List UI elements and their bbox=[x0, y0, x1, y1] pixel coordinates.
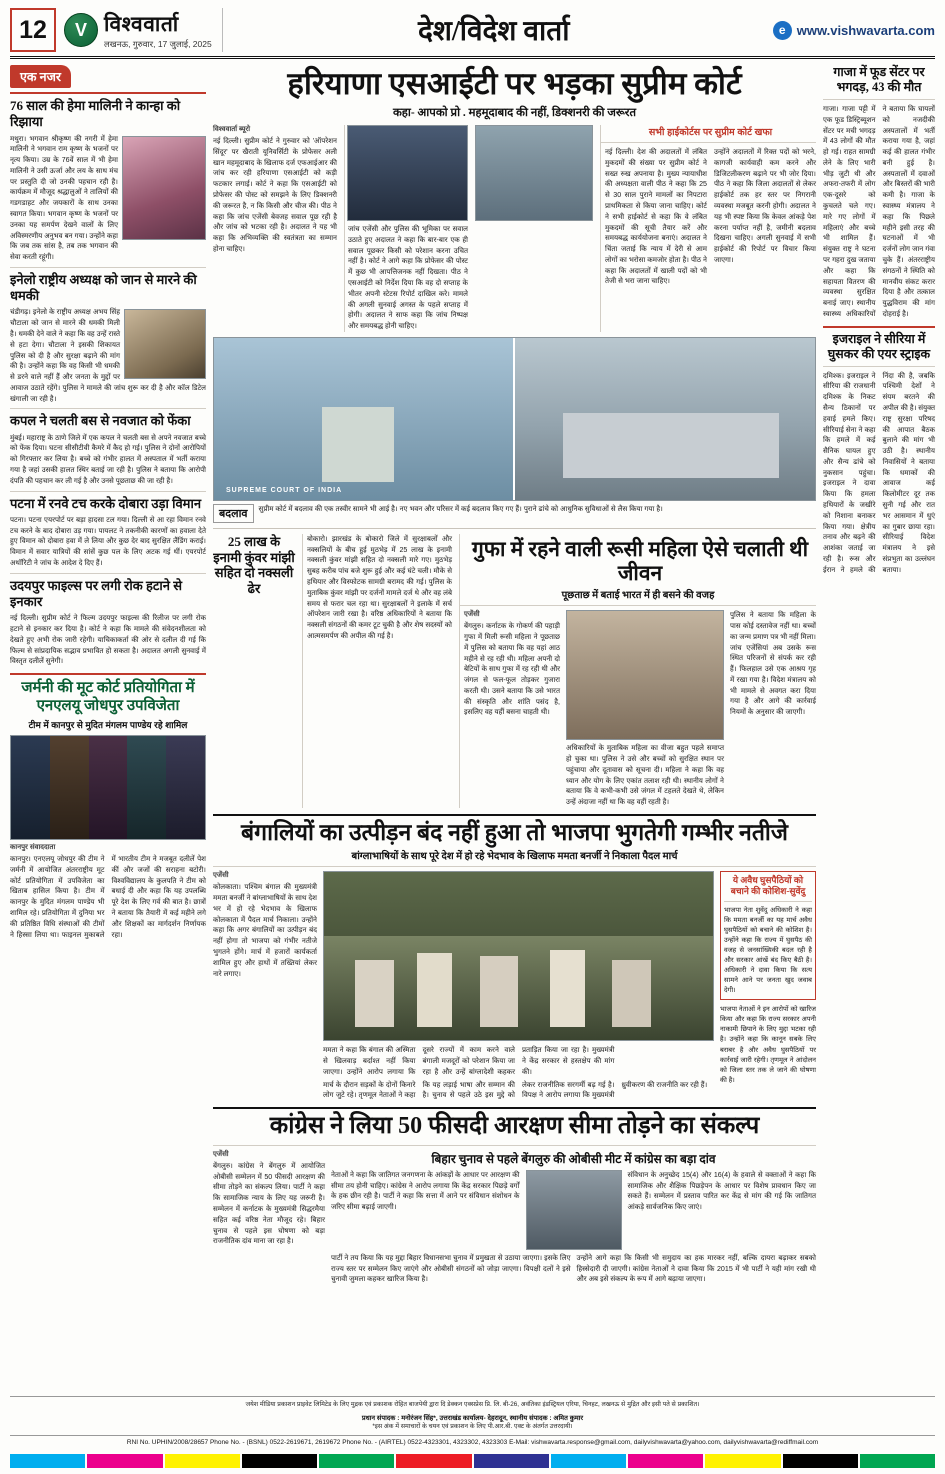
brief-title: इनेलो राष्ट्रीय अध्यक्ष को जान से मारने की धमकी bbox=[10, 271, 197, 304]
news-brief bbox=[10, 496, 206, 569]
sidebox-text: भाजपा नेता शुवेंदु अधिकारी ने कहा कि ममता बनर्जी का यह मार्च अवैध घुसपैठियों को बचाने की कोशिश है। उन्होंने कहा कि राज्य में घुसपैठ की वजह से जनसांख्यिकी बदल रही है और सरकार आंखें बंद किए बैठी है। अधिकारी ने दावा किया कि सत्य सामने आने पर जनता खुद जवाब देगी। bbox=[724, 906, 812, 995]
brief-text: नई दिल्ली। सुप्रीम कोर्ट ने फिल्म उदयपुर फाइल्स की रिलीज पर लगी रोक हटाने से इनकार कर दिया है। कोर्ट ने कहा कि मामले की संवेदनशीलता को देखते हुए अभी रोक जारी रहेगी। याचिकाकर्ता की ओर से दलील दी गई कि फिल्म से सांप्रदायिक सद्भाव प्रभावित हो सकता है। अदालत अगली सुनवाई में विस्तृत दलीलें सुनेगी। bbox=[10, 614, 206, 666]
left-rail bbox=[10, 65, 206, 1395]
lead-col3-text: नई दिल्ली। देश की अदालतों में लंबित मुकदमों की संख्या पर सुप्रीम कोर्ट ने सख्त रुख अपनाया है। मुख्य न्यायाधीश की अध्यक्षता वाली पीठ ने कहा कि 25 से 30 साल पुराने मामलों का निपटारा प्राथमिकता से किया जाना चाहिए। कोर्ट ने सभी हाईकोर्ट से कहा कि वे लंबित मुकदमों की सूची तैयार करें और समयबद्ध कार्ययोजना बनाएं। अदालत ने चिंता जताई कि न्याय में देरी से आम लोगों का भरोसा कमजोर होता है। पीठ ने कहा कि अदालतों में खाली पदों को भी तेजी से भरा जाना चाहिए। bbox=[605, 148, 707, 286]
bengal-story bbox=[213, 820, 816, 1101]
news-brief bbox=[10, 578, 206, 667]
brief-text: मथुरा। भगवान श्रीकृष्ण की नगरी में हेमा मालिनी ने भगवान राम कृष्ण के भजनों पर नृत्य किया। उम्र के 76वें साल में भी हेमा मालिनी ने उसी ऊर्जा और लय के साथ मंच पर प्रस्तुति दी जो उनकी पहचान रही है। कार्यक्रम में मौजूद श्रद्धालुओं ने तालियों की गडगडाहट और जयकारों के साथ उनका स्वागत किया। भगवान कृष्ण के भजनों पर उनका यह समर्पण देखने वालों के लिए अविस्मरणीय अनुभव बन गया। उन्होंने कहा कि जब तक सांस है, तब तक भगवान की सेवा करती रहूंगी। bbox=[10, 134, 118, 262]
congress-col5: उन्होंने आगे कहा कि किसी भी समुदाय का हक मारकर नहीं, बल्कि दायरा बढ़ाकर सबको हिस्सेदारी दी जाएगी। कांग्रेस नेताओं ने दावा किया कि 2015 में भी पार्टी ने यही मांग रखी थी और अब इसे संकल्प के रूप में आगे बढ़ाया जाएगा। bbox=[576, 1253, 816, 1284]
russian-byline: एजेंसी bbox=[464, 611, 480, 619]
brief-title: 76 साल की हेमा मालिनी ने कान्हा को रिझाया bbox=[10, 98, 181, 130]
registration-line: RNI No. UPHIN/2008/28657 Phone No. - (BSNL) 0522-2619671, 2619672 Phone No. - (AIRTEL) 0522-4323301, 4323302, 4323303 E-Mail: vishwavarta.response@gmail.com, dailyvishwavarta@yahoo.com, dailyvishwavarta@rediffmail.com bbox=[10, 1435, 935, 1446]
bengal-headline: बंगालियों का उत्पीड़न बंद नहीं हुआ तो भाजपा भुगतेगी गम्भीर नतीजे bbox=[241, 819, 788, 845]
lead-col2: जांच एजेंसी और पुलिस की भूमिका पर सवाल उठाते हुए अदालत ने कहा कि बार-बार एक ही सवाल पूछकर किसी को परेशान करना उचित नहीं है। कोर्ट ने आगे कहा कि प्रोफेसर की पोस्ट में कुछ भी आपत्तिजनक नहीं दिखता। पीठ ने एसआईटी को निर्देश दिया कि वह दो सप्ताह के भीतर अपनी स्टेटस रिपोर्ट दाखिल करे। मामले की अगली सुनवाई अगस्त के पहले सप्ताह में होगी। अदालत ने साफ कहा कि जांच निष्पक्ष और समयबद्ध होनी चाहिए। bbox=[348, 225, 468, 331]
photo-moot-team bbox=[10, 735, 206, 840]
moot-byline: कानपुर संवाददाता bbox=[10, 844, 56, 852]
section-title: देश/विदेश वार्ता bbox=[418, 16, 570, 47]
israel-headline: इजराइल ने सीरिया में घुसकर की एयर स्ट्राइक bbox=[827, 331, 931, 361]
imprint-line1: जयेश मीडिया प्रकाशन प्राइवेट लिमिटेड के लिए मुद्रक एवं प्रकाशक रोहित बाजपेयी द्वारा दि डेक्कन एक्सप्रेस प्रि. लि. बी-26, अवंतिका इंडस्ट्रियल एरिया, चिनहट, लखनऊ से मुद्रित और इसी पते से प्रकाशित। bbox=[245, 1401, 700, 1409]
sidebox-title: ये अवैध घुसपैठियों को बचाने की कोशिश-सुवेंदु bbox=[730, 875, 806, 897]
congress-subhead: बिहार चुनाव से पहले बेंगलुरु की ओबीसी मीट में कांग्रेस का बड़ा दांव bbox=[431, 1151, 716, 1166]
lead-col1: नई दिल्ली। सुप्रीम कोर्ट ने गुरुवार को 'ऑपरेशन सिंदूर' पर खैराती यूनिवर्सिटी के प्रोफेसर अली खान महमूदाबाद के खिलाफ दर्ज एफआईआर की जांच कर रही हरियाणा एसआईटी को कड़ी फटकार लगाई। कोर्ट ने कहा कि एसआईटी को प्रोफेसर की पोस्ट को समझने के लिए डिक्शनरी की जरूरत है, न कि किसी और चीज की। पीठ ने कहा कि जांच एजेंसी बेवजह सवाल पूछ रही है और जांच को भटका रही है। अदालत ने यह भी कहा कि अभिव्यक्ति की स्वतंत्रता का सम्मान होना चाहिए। bbox=[213, 137, 337, 253]
brief-text: पटना। पटना एयरपोर्ट पर बड़ा हादसा टल गया। दिल्ली से आ रहा विमान रनवे टच करने के बाद दोबारा उड़ गया। पायलट ने तकनीकी कारणों का हवाला देते हुए विमान को दोबारा हवा में ले लिया और कुछ देर बाद सुरक्षित लैंडिंग कराई। विमान में सवार यात्रियों की सांसें कुछ पल के लिए अटक गई थीं। एयरपोर्ट अथॉरिटी ने जांच के आदेश दे दिए हैं। bbox=[10, 515, 206, 567]
moot-subhead: टीम में कानपुर से मुदित मंगलम पाण्डेय रहे शामिल bbox=[28, 720, 188, 731]
russian-col1: बेंगलुरु। कर्नाटक के गोकर्ण की पहाड़ी गुफा में मिली रूसी महिला ने पूछताछ में पुलिस को बताया कि वह यहां आठ महीने से रह रही थी। महिला अपनी दो बेटियों के साथ गुफा में रह रही थी और जंगल से फल-फूल तोड़कर गुजारा करती थी। उसने बताया कि उसे भारत की संस्कृति और शांति पसंद है, इसलिए वह यहीं बसना चाहती थी। bbox=[464, 622, 560, 717]
page-number: 12 bbox=[10, 8, 56, 52]
congress-col4: पार्टी ने तय किया कि यह मुद्दा बिहार विधानसभा चुनाव में प्रमुखता से उठाया जाएगा। इसके लिए राज्य स्तर पर सम्मेलन किए जाएंगे और ओबीसी संगठनों को जोड़ा जाएगा। विपक्षी दलों ने इसे चुनावी जुमला कहकर खारिज किया है। bbox=[331, 1253, 571, 1284]
lead-col4-text: उन्होंने अदालतों में रिक्त पदों को भरने, कागजी कार्यवाही कम करने और डिजिटलीकरण बढ़ाने पर भी जोर दिया। पीठ ने कहा कि जिला अदालतों से लेकर हाईकोर्ट तक हर स्तर पर निगरानी व्यवस्था मजबूत करनी होगी। अदालत ने यह भी स्पष्ट किया कि केवल आंकड़े पेश करना पर्याप्त नहीं है, जमीनी बदलाव दिखना चाहिए। अगली सुनवाई में सभी हाईकोर्ट की रिपोर्ट पर विचार किया जाएगा। bbox=[714, 148, 816, 264]
israel-text: दमिश्क। इजराइल ने सीरिया की राजधानी दमिश्क के निकट सैन्य ठिकानों पर हवाई हमले किए। सीरियाई सेना ने कहा कि हमले में कई सैनिक घायल हुए और सैन्य ढांचे को नुकसान पहुंचा। इजराइल ने दावा किया कि हमला हथियारों के जखीरे को निशाना बनाकर किया गया। क्षेत्रीय तनाव और बढ़ने की आशंका जताई जा रही है। रूस और ईरान ने हमले की निंदा की है, जबकि पश्चिमी देशों ने संयम बरतने की अपील की है। संयुक्त राष्ट्र सुरक्षा परिषद की आपात बैठक बुलाने की मांग भी उठी है। स्थानीय निवासियों ने बताया कि धमाकों की आवाज कई किलोमीटर दूर तक सुनी गई और रात भर आसमान में धुएं का गुबार छाया रहा। सीरियाई विदेश मंत्रालय ने इसे संप्रभुता का उल्लंघन बताया। bbox=[823, 371, 936, 574]
bengal-col1: कोलकाता। पश्चिम बंगाल की मुख्यमंत्री ममता बनर्जी ने बांग्लाभाषियों के साथ देश भर में हो रहे भेदभाव के खिलाफ कोलकाता में पैदल मार्च निकाला। उन्होंने कहा कि अगर बंगालियों का उत्पीड़न बंद नहीं होगा तो भाजपा को गंभीर नतीजे भुगतने होंगे। मार्च में हजारों कार्यकर्ता शामिल हुए और हाथों में तख्तियां लेकर नारे लगाए। bbox=[213, 883, 317, 978]
publication-logo bbox=[64, 8, 223, 52]
photo-professor bbox=[347, 125, 468, 221]
brief-text: चंडीगढ़। इनेलो के राष्ट्रीय अध्यक्ष अभय सिंह चौटाला को जान से मारने की धमकी मिली है। धमकी देने वाले ने कहा कि वह उन्हें रास्ते से हटा देगा। चौटाला ने इसकी शिकायत पुलिस को दी है और सुरक्षा बढ़ाने की मांग की है। उन्होंने कहा कि वह किसी भी धमकी से डरने वाले नहीं हैं और जनता के मुद्दों पर आवाज उठाते रहेंगे। पुलिस ने मामले की जांच शुरू कर दी है और कॉल डिटेल खंगाली जा रही है। bbox=[10, 308, 206, 403]
israel-story bbox=[823, 332, 935, 576]
photo-supreme-court-building: SUPREME COURT OF INDIA bbox=[213, 337, 816, 501]
naxal-text: बोकारो। झारखंड के बोकारो जिले में सुरक्षाबलों और नक्सलियों के बीच हुई मुठभेड़ में 25 लाख के इनामी नक्सली कुंवर मांझी सहित दो नक्सली मारे गए। मुठभेड़ सुबह करीब पांच बजे शुरू हुई और कई घंटे चली। मौके से हथियार और विस्फोटक सामग्री बरामद की गई। पुलिस के मुताबिक कुंवर मांझी पर दर्जनों मामले दर्ज थे और वह लंबे समय से फरार चल रहा था। सुरक्षाबलों ने इलाके में सर्च ऑपरेशन जारी रखा है। वरिष्ठ अधिकारियों ने बताया कि नक्सली संगठनों की कमर टूट चुकी है और शेष सदस्यों को आत्मसमर्पण की अपील की गई है। bbox=[307, 534, 452, 640]
photo-inld-chief bbox=[124, 309, 206, 379]
logo-emblem-icon bbox=[64, 13, 98, 47]
right-rail bbox=[823, 65, 935, 1395]
lead-story bbox=[213, 67, 816, 523]
website-url: www.vishwavarta.com bbox=[796, 22, 935, 38]
congress-headline: कांग्रेस ने लिया 50 फीसदी आरक्षण सीमा तोड़ने का संकल्प bbox=[269, 1113, 760, 1140]
lead-kicker: कहा- आपको प्रो . महमूदाबाद की नहीं, डिक्शनरी की जरूरत bbox=[392, 107, 637, 120]
bengal-sidebox bbox=[720, 871, 816, 1000]
news-brief bbox=[10, 413, 206, 486]
photo-supreme-court-dome bbox=[475, 125, 593, 221]
website-badge[interactable] bbox=[765, 8, 935, 52]
russian-col3: पुलिस ने बताया कि महिला के पास कोई दस्तावेज नहीं था। बच्चों का जन्म प्रमाण पत्र भी नहीं मिला। जांच एजेंसियां अब उसके रूस स्थित परिजनों से संपर्क कर रही हैं। फिलहाल उसे एक आश्रय गृह में रखा गया है। विदेश मंत्रालय को भी मामले से अवगत करा दिया गया है और आगे की कार्रवाई नियमों के अनुसार की जाएगी। bbox=[730, 611, 816, 717]
lead-photo-caption: सुप्रीम कोर्ट में बदलाव की एक तस्वीर सामने भी आई है। नए भवन और परिसर में कई बदलाव किए गए हैं। पुराने ढांचे को आधुनिक सुविधाओं से लैस किया गया है। bbox=[258, 504, 663, 513]
imprint bbox=[10, 1396, 935, 1446]
imprint-line3: *इस अंक में समाचारों के चयन एवं प्रकाशन के लिए पी.आर.बी. एक्ट के अंतर्गत उत्तरदायी। bbox=[372, 1422, 573, 1430]
bengal-byline: एजेंसी bbox=[213, 872, 229, 880]
brand-name: विश्ववार्ता bbox=[104, 12, 179, 36]
brief-title: पटना में रनवे टच करके दोबारा उड़ा विमान bbox=[10, 495, 202, 511]
lead-headline: हरियाणा एसआईटी पर भड़का सुप्रीम कोर्ट bbox=[287, 66, 742, 101]
news-brief bbox=[10, 98, 206, 263]
gaza-text: गाजा। गाजा पट्टी में एक फूड डिस्ट्रिब्यूशन सेंटर पर मची भगदड़ में 43 लोगों की मौत हो गई। राहत सामग्री लेने के लिए भारी भीड़ जुटी थी और अफरा-तफरी में लोग एक-दूसरे को कुचलते चले गए। मारे गए लोगों में महिलाएं और बच्चे भी शामिल हैं। संयुक्त राष्ट्र ने घटना पर गहरा दुख जताया और कहा कि सहायता वितरण की व्यवस्था सुरक्षित बनाई जाए। स्थानीय स्वास्थ्य अधिकारियों ने बताया कि घायलों को नजदीकी अस्पतालों में भर्ती कराया गया है, जहां कई की हालत गंभीर बनी हुई है। अस्पतालों में दवाओं और बिस्तरों की भारी कमी है। गाजा के स्वास्थ्य मंत्रालय ने कहा कि पिछले महीने इसी तरह की घटनाओं में भी दर्जनों लोग जान गंवा चुके हैं। अंतरराष्ट्रीय संगठनों ने स्थिति को मानवीय संकट करार दिया है और तत्काल युद्धविराम की मांग दोहराई है। bbox=[823, 105, 935, 318]
photo-mamata-march bbox=[323, 871, 714, 1041]
imprint-line2: प्रधान संपादक : मनोरंजन सिंह*, उत्तराखंड कार्यालय- देहरादून, स्थानीय संपादक : अमित कुमार bbox=[361, 1414, 584, 1422]
brief-title: उदयपुर फाइल्स पर लगी रोक हटाने से इनकार bbox=[10, 577, 183, 609]
globe-icon: e bbox=[773, 21, 792, 40]
congress-col3: संविधान के अनुच्छेद 15(4) और 16(4) के हवाले से वक्ताओं ने कहा कि सामाजिक और शैक्षिक पिछड़ेपन के आधार पर विशेष प्रावधान किए जा सकते हैं। सम्मेलन में प्रस्ताव पारित कर केंद्र से मांग की गई कि जातिगत आंकड़े सार्वजनिक किए जाएं। bbox=[627, 1170, 816, 1212]
edition-date: लखनऊ, गुरुवार, 17 जुलाई, 2025 bbox=[104, 39, 212, 49]
brief-text: मुंबई। महाराष्ट्र के ठाणे जिले में एक कपल ने चलती बस से अपने नवजात बच्चे को फेंक दिया। घटना सीसीटीवी कैमरे में कैद हो गई। पुलिस ने दोनों आरोपियों को गिरफ्तार कर लिया है। बच्चे को गंभीर हालत में अस्पताल में भर्ती कराया गया है जहां उसकी हालत स्थिर बताई जा रही है। पुलिस ने बताया कि आरोपी दंपति की पहचान कर ली गई है और उनसे पूछताछ की जा रही है। bbox=[10, 433, 206, 485]
gaza-story bbox=[823, 65, 935, 320]
main-column bbox=[213, 65, 816, 1395]
moot-headline: जर्मनी की मूट कोर्ट प्रतियोगिता में एनएलयू जोधपुर उपविजेता bbox=[21, 680, 195, 715]
lead-subhead-highcourts: सभी हाईकोर्टस पर सुप्रीम कोर्ट खफा bbox=[648, 127, 773, 139]
russian-headline: गुफा में रहने वाली रूसी महिला ऐसे चलाती थी जीवन bbox=[471, 536, 809, 586]
masthead bbox=[10, 8, 935, 59]
russian-col2: अधिकारियों के मुताबिक महिला का वीजा बहुत पहले समाप्त हो चुका था। पुलिस ने उसे और बच्चों को सुरक्षित स्थान पर पहुंचाया और दूतावास को सूचना दी। महिला ने कहा कि वह ध्यान और योग के लिए एकांत तलाश रही थी। स्थानीय लोगों ने बताया कि वे कभी-कभी उसे जंगल में टहलते देखते थे, लेकिन उन्हें अंदाजा नहीं था कि वह वहीं रहती है। bbox=[566, 744, 724, 807]
moot-court-story bbox=[10, 679, 206, 940]
moot-text: कानपुर। एनएलयू जोधपुर की टीम ने जर्मनी में आयोजित अंतरराष्ट्रीय मूट कोर्ट प्रतियोगिता में उपविजेता का खिताब हासिल किया है। टीम में कानपुर के मुदित मंगलम पाण्डेय भी शामिल रहे। प्रतियोगिता में दुनिया भर की प्रतिष्ठित विधि संस्थाओं की टीमों ने हिस्सा लिया था। फाइनल मुकाबले में भारतीय टीम ने मजबूत दलीलें पेश कीं और जजों की सराहना बटोरी। विश्वविद्यालय के कुलपति ने टीम को बधाई दी और कहा कि यह उपलब्धि पूरे देश के लिए गर्व की बात है। छात्रों ने बताया कि तैयारी में कई महीने लगे और शिक्षकों का मार्गदर्शन निर्णायक रहा। bbox=[10, 855, 206, 939]
left-rail-header: एक नजर bbox=[10, 65, 71, 88]
photo-hema-malini bbox=[122, 136, 206, 240]
congress-story bbox=[213, 1113, 816, 1285]
congress-byline: एजेंसी bbox=[213, 1150, 229, 1158]
bengal-subhead: बांग्लाभाषियों के साथ पूरे देश में हो रहे भेदभाव के खिलाफ ममता बनर्जी ने निकाला पैदल मार्च bbox=[351, 851, 678, 863]
russian-subhead: पूछताछ में बताई भारत में ही बसने की वजह bbox=[561, 590, 715, 602]
brief-title: कपल ने चलती बस से नवजात को फेंका bbox=[10, 413, 191, 429]
congress-col2: नेताओं ने कहा कि जातिगत जनगणना के आंकड़ों के आधार पर आरक्षण की सीमा तय होनी चाहिए। कांग्रेस ने आरोप लगाया कि केंद्र सरकार पिछड़े वर्गों के हक छीन रही है। पार्टी ने कहा कि सत्ता में आने पर संविधान संशोधन के जरिए सीमा बढ़ाई जाएगी। bbox=[331, 1170, 520, 1212]
bengal-col3: मार्च के दौरान सड़कों के दोनों किनारे लोग जुटे रहे। तृणमूल नेताओं ने कहा कि यह लड़ाई भाषा और सम्मान की है। चुनाव से पहले उठे इस मुद्दे को लेकर राजनीतिक सरगर्मी बढ़ गई है। विपक्ष ने आरोप लगाया कि मुख्यमंत्री ध्रुवीकरण की राजनीति कर रही हैं। bbox=[323, 1080, 708, 1100]
photo-russian-woman bbox=[566, 610, 724, 740]
bengal-col2: ममता ने कहा कि बंगाल की अस्मिता से खिलवाड़ बर्दाश्त नहीं किया जाएगा। उन्होंने आरोप लगाया कि दूसरे राज्यों में काम करने वाले बंगाली मजदूरों को परेशान किया जा रहा है और उन्हें बांग्लादेशी कहकर प्रताड़ित किया जा रहा है। मुख्यमंत्री ने केंद्र सरकार से हस्तक्षेप की मांग की। bbox=[323, 1046, 615, 1076]
bengal-col4: भाजपा नेताओं ने इन आरोपों को खारिज किया और कहा कि राज्य सरकार अपनी नाकामी छिपाने के लिए मुद्दा भटका रही है। उन्होंने कहा कि कानून सबके लिए बराबर है और अवैध घुसपैठियों पर कार्रवाई जारी रहेगी। तृणमूल ने आंदोलन को जिला स्तर तक ले जाने की घोषणा की है। bbox=[720, 1006, 816, 1084]
lead-byline: विश्ववार्ता ब्यूरो bbox=[213, 126, 251, 134]
gaza-headline: गाजा में फूड सेंटर पर भगदड़, 43 की मौत bbox=[833, 65, 925, 94]
photo-tag: बदलाव bbox=[213, 504, 254, 523]
cmyk-registration-bar bbox=[10, 1454, 935, 1468]
naxal-headline: 25 लाख के इनामी कुंवर मांझी सहित दो नक्सली ढेर bbox=[213, 533, 295, 596]
photo-siddaramaiah bbox=[526, 1170, 622, 1250]
congress-col1: बेंगलुरु। कांग्रेस ने बेंगलुरु में आयोजित ओबीसी सम्मेलन में 50 फीसदी आरक्षण की सीमा तोड़ने का संकल्प लिया। पार्टी ने कहा कि सामाजिक न्याय के लिए यह जरूरी है। सम्मेलन में कर्नाटक के मुख्यमंत्री सिद्धरमैया सहित कई वरिष्ठ नेता मौजूद रहे। बिहार चुनाव से पहले इस घोषणा को बड़ा राजनीतिक दांव माना जा रहा है। bbox=[213, 1161, 325, 1246]
news-brief bbox=[10, 272, 206, 405]
